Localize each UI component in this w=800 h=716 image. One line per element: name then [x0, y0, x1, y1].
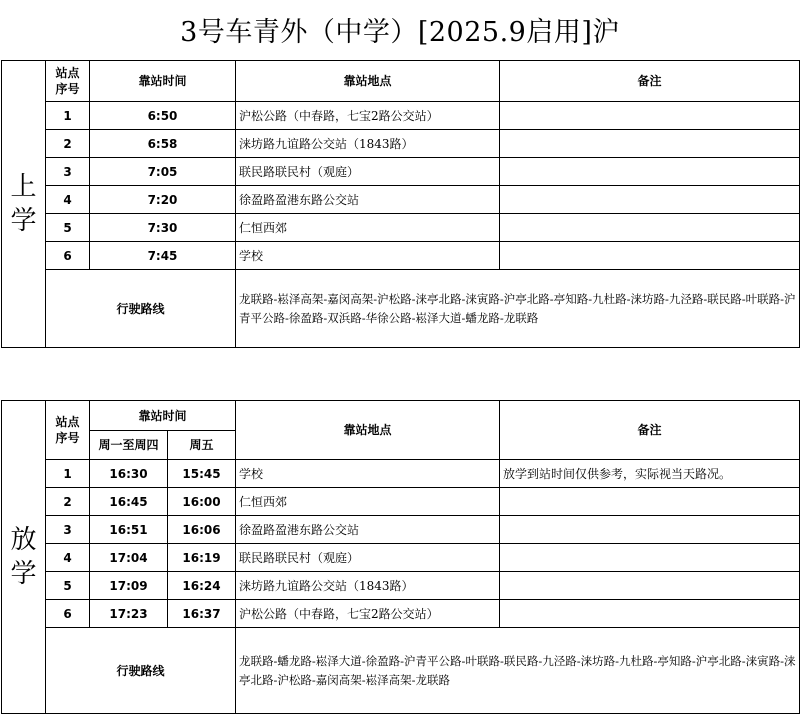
note-cell	[500, 572, 800, 600]
header-seq	[46, 401, 90, 460]
seq-cell: 6	[46, 242, 90, 270]
seq-cell: 5	[46, 214, 90, 242]
seq-cell: 3	[46, 516, 90, 544]
header-note: 备注	[500, 61, 800, 102]
place-cell: 沪松公路（中春路，七宝2路公交站）	[236, 102, 500, 130]
table-row	[2, 214, 800, 242]
table-row	[2, 572, 800, 600]
note-cell	[500, 130, 800, 158]
place-cell: 徐盈路盈港东路公交站	[236, 186, 500, 214]
table-row	[2, 242, 800, 270]
header-seq-text: 站点序号	[55, 415, 80, 445]
table-row	[2, 186, 800, 214]
mon-thu-time-cell: 16:30	[90, 460, 168, 488]
fri-time-cell: 16:19	[168, 544, 236, 572]
route-label: 行驶路线	[46, 270, 236, 348]
seq-cell: 1	[46, 460, 90, 488]
afternoon-side-label	[2, 401, 46, 714]
table-row	[2, 544, 800, 572]
fri-time-cell: 16:24	[168, 572, 236, 600]
place-cell: 联民路联民村（观庭）	[236, 544, 500, 572]
route-row	[2, 628, 800, 714]
time-cell: 7:05	[90, 158, 236, 186]
header-time: 靠站时间	[90, 61, 236, 102]
header-time: 靠站时间	[90, 401, 236, 431]
place-cell: 学校	[236, 242, 500, 270]
table-row	[2, 158, 800, 186]
fri-time-cell: 16:06	[168, 516, 236, 544]
table-row	[2, 600, 800, 628]
note-cell	[500, 158, 800, 186]
seq-cell: 4	[46, 544, 90, 572]
note-cell	[500, 516, 800, 544]
mon-thu-time-cell: 17:23	[90, 600, 168, 628]
header-seq-text: 站点序号	[55, 66, 80, 96]
header-note: 备注	[500, 401, 800, 460]
fri-time-cell: 16:00	[168, 488, 236, 516]
seq-cell: 2	[46, 488, 90, 516]
place-cell: 沪松公路（中春路，七宝2路公交站）	[236, 600, 500, 628]
place-cell: 仁恒西郊	[236, 214, 500, 242]
table-row	[2, 460, 800, 488]
mon-thu-time-cell: 17:04	[90, 544, 168, 572]
mon-thu-time-cell: 16:45	[90, 488, 168, 516]
note-cell	[500, 186, 800, 214]
table-row	[2, 130, 800, 158]
header-place: 靠站地点	[236, 401, 500, 460]
header-place: 靠站地点	[236, 61, 500, 102]
route-text: 龙联路-崧泽高架-嘉闵高架-沪松路-涞亭北路-涞寅路-沪亭北路-亭知路-九杜路-涞坊路-九泾路-联民路-叶联路-沪青平公路-徐盈路-双浜路-华徐公路-崧泽大道-蟠龙路-龙联路	[236, 270, 800, 348]
header-mon-thu: 周一至周四	[90, 431, 168, 460]
side-label-text: 上学	[10, 172, 37, 236]
header-seq	[46, 61, 90, 102]
table-row	[2, 516, 800, 544]
morning-side-label	[2, 61, 46, 348]
place-cell: 涞坊路九谊路公交站（1843路）	[236, 572, 500, 600]
seq-cell: 1	[46, 102, 90, 130]
seq-cell: 2	[46, 130, 90, 158]
route-text: 龙联路-蟠龙路-崧泽大道-徐盈路-沪青平公路-叶联路-联民路-九泾路-涞坊路-九杜路-亭知路-沪亭北路-涞寅路-涞亭北路-沪松路-嘉闵高架-崧泽高架-龙联路	[236, 628, 800, 714]
mon-thu-time-cell: 17:09	[90, 572, 168, 600]
note-cell	[500, 544, 800, 572]
seq-cell: 6	[46, 600, 90, 628]
morning-schedule-table	[1, 60, 800, 348]
table-row	[2, 488, 800, 516]
header-fri: 周五	[168, 431, 236, 460]
place-cell: 仁恒西郊	[236, 488, 500, 516]
seq-cell: 4	[46, 186, 90, 214]
note-cell	[500, 242, 800, 270]
seq-cell: 5	[46, 572, 90, 600]
time-cell: 6:58	[90, 130, 236, 158]
place-cell: 学校	[236, 460, 500, 488]
time-cell: 7:30	[90, 214, 236, 242]
seq-cell: 3	[46, 158, 90, 186]
page-title: 3号车青外（中学）[2025.9启用]沪	[180, 16, 620, 48]
place-cell: 徐盈路盈港东路公交站	[236, 516, 500, 544]
note-cell: 放学到站时间仅供参考，实际视当天路况。	[500, 460, 800, 488]
time-cell: 7:20	[90, 186, 236, 214]
route-row	[2, 270, 800, 348]
note-cell	[500, 600, 800, 628]
note-cell	[500, 488, 800, 516]
time-cell: 6:50	[90, 102, 236, 130]
place-cell: 涞坊路九谊路公交站（1843路）	[236, 130, 500, 158]
fri-time-cell: 16:37	[168, 600, 236, 628]
mon-thu-time-cell: 16:51	[90, 516, 168, 544]
table-row	[2, 102, 800, 130]
side-label-text: 放学	[10, 525, 37, 589]
note-cell	[500, 214, 800, 242]
route-label: 行驶路线	[46, 628, 236, 714]
note-cell	[500, 102, 800, 130]
time-cell: 7:45	[90, 242, 236, 270]
place-cell: 联民路联民村（观庭）	[236, 158, 500, 186]
afternoon-schedule-table	[1, 400, 800, 714]
fri-time-cell: 15:45	[168, 460, 236, 488]
